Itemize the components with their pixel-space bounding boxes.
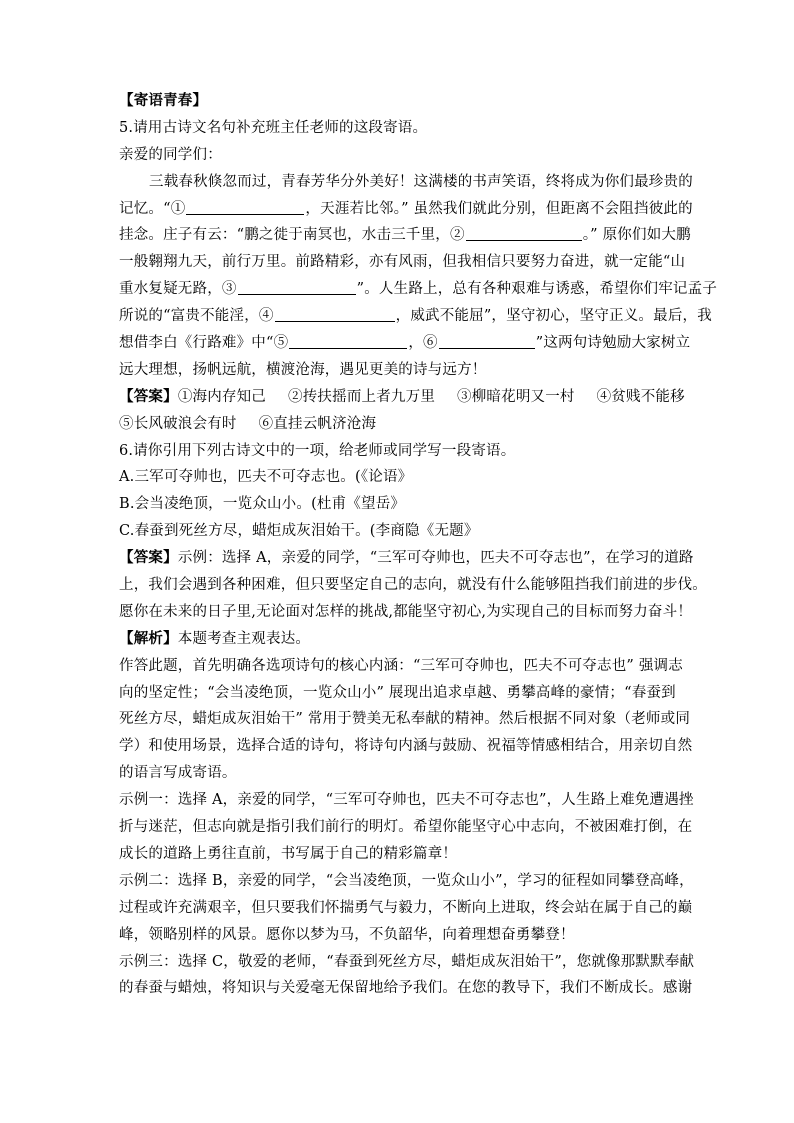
analysis-line: 的语言写成寄语。 <box>119 765 237 782</box>
answer-blank[interactable] <box>238 279 356 295</box>
letter-line: 重水复疑无路，③ ”。人生路上，总有各种艰难与诱惑，希望你们牢记孟子 <box>119 281 718 298</box>
analysis-line: 死丝方尽，蜡炬成灰泪始干” 常用于赞美无私奉献的精神。然后根据不同对象（老师或同 <box>119 711 691 728</box>
question-6-prompt: 6.请你引用下列古诗文中的一项，给老师或同学写一段寄语。 <box>119 442 516 459</box>
section-title: 【寄语青春】 <box>119 92 208 109</box>
answer-blank[interactable] <box>186 199 304 215</box>
answer-line: 愿你在未来的日子里,无论面对怎样的挑战,都能坚守初心,为实现自己的目标而努力奋斗！ <box>119 603 693 620</box>
analysis-line: 折与迷茫，但志向就是指引我们前行的明灯。希望你能坚守心中志向，不被困难打倒，在 <box>119 819 693 836</box>
analysis-line: 的春蚕与蜡烛，将知识与关爱毫无保留地给予我们。在您的教导下，我们不断成长。感谢 <box>119 980 693 997</box>
answer-blank[interactable] <box>466 225 582 241</box>
letter-line: 挂念。庄子有云：“鹏之徙于南冥也，水击三千里，② 。” 原你们如大鹏 <box>119 227 691 244</box>
letter-greeting: 亲爱的同学们： <box>119 146 222 163</box>
letter-line: 远大理想，扬帆远航，横渡沧海，遇见更美的诗与远方！ <box>119 361 487 378</box>
question-5-prompt: 5.请用古诗文名句补充班主任老师的这段寄语。 <box>119 119 428 136</box>
analysis-line: 峰，领略别样的风景。愿你以梦为马，不负韶华，向着理想奋勇攀登！ <box>119 926 575 943</box>
question-5-answer-cont: ⑤长风破浪会有时 ⑥直挂云帆济沧海 <box>119 415 377 432</box>
question-6-analysis: 【解析】本题考查主观表达。 <box>119 629 311 647</box>
analysis-line: 成长的道路上勇往直前，书写属于自己的精彩篇章！ <box>119 845 458 862</box>
document-body <box>119 88 718 1002</box>
analysis-line: 作答此题，首先明确各选项诗句的核心内涵：“三军可夺帅也，匹夫不可夺志也” 强调志 <box>119 657 683 674</box>
answer-blank[interactable] <box>289 333 407 349</box>
analysis-line: 向的坚定性；“会当凌绝顶，一览众山小” 展现出追求卓越、勇攀高峰的豪情；“春蚕到 <box>119 684 676 701</box>
letter-line: 记忆。“① ，天涯若比邻。” 虽然我们就此分别，但距离不会阻挡彼此的 <box>119 200 693 217</box>
letter-line: 一般翱翔九天，前行万里。前路精彩，亦有风雨，但我相信只要努力奋进，就一定能“山 <box>119 254 686 271</box>
option-b: B.会当凌绝顶，一览众山小。(杜甫《望岳》 <box>119 496 406 513</box>
answer-blank[interactable] <box>275 306 395 322</box>
analysis-line: 示例二：选择 B，亲爱的同学，“会当凌绝顶，一览众山小”，学习的征程如同攀登高峰， <box>119 872 694 889</box>
question-6-answer: 【答案】示例：选择 A，亲爱的同学，“三军可夺帅也，匹夫不可夺志也”，在学习的道路 <box>119 549 694 567</box>
analysis-line: 过程或许充满艰辛，但只要我们怀揣勇气与毅力，不断向上进取，终会站在属于自己的巅 <box>119 899 693 916</box>
option-a: A.三军可夺帅也，匹夫不可夺志也。(《论语》 <box>119 469 413 486</box>
letter-line: 想借李白《行路难》中“⑤ ，⑥ ”这两句诗勉励大家树立 <box>119 335 691 352</box>
analysis-line: 示例三：选择 C，敬爱的老师，“春蚕到死丝方尽，蜡炬成灰泪始干”，您就像那默默奉献 <box>119 953 695 970</box>
analysis-line: 学）和使用场景，选择合适的诗句，将诗句内涵与鼓励、祝福等情感相结合，用亲切自然 <box>119 738 693 755</box>
analysis-line: 示例一：选择 A，亲爱的同学，“三军可夺帅也，匹夫不可夺志也”，人生路上难免遭遇挫 <box>119 792 694 809</box>
letter-line: 所说的“富贵不能淫，④ ，威武不能屈”，坚守初心，坚守正义。最后，我 <box>119 308 712 325</box>
answer-blank[interactable] <box>439 333 535 349</box>
answer-line: 上，我们会遇到各种困难，但只要坚定自己的志向，就没有什么能够阻挡我们前进的步伐。 <box>119 577 707 594</box>
letter-line: 三载春秋倏忽而过，青春芳华分外美好！这满楼的书声笑语，终将成为你们最珍贵的 <box>149 173 693 190</box>
option-c: C.春蚕到死丝方尽，蜡炬成灰泪始干。(李商隐《无题》 <box>119 523 479 540</box>
question-5-answer: 【答案】①海内存知己 ②抟扶摇而上者九万里 ③柳暗花明又一村 ④贫贱不能移 <box>119 387 685 405</box>
